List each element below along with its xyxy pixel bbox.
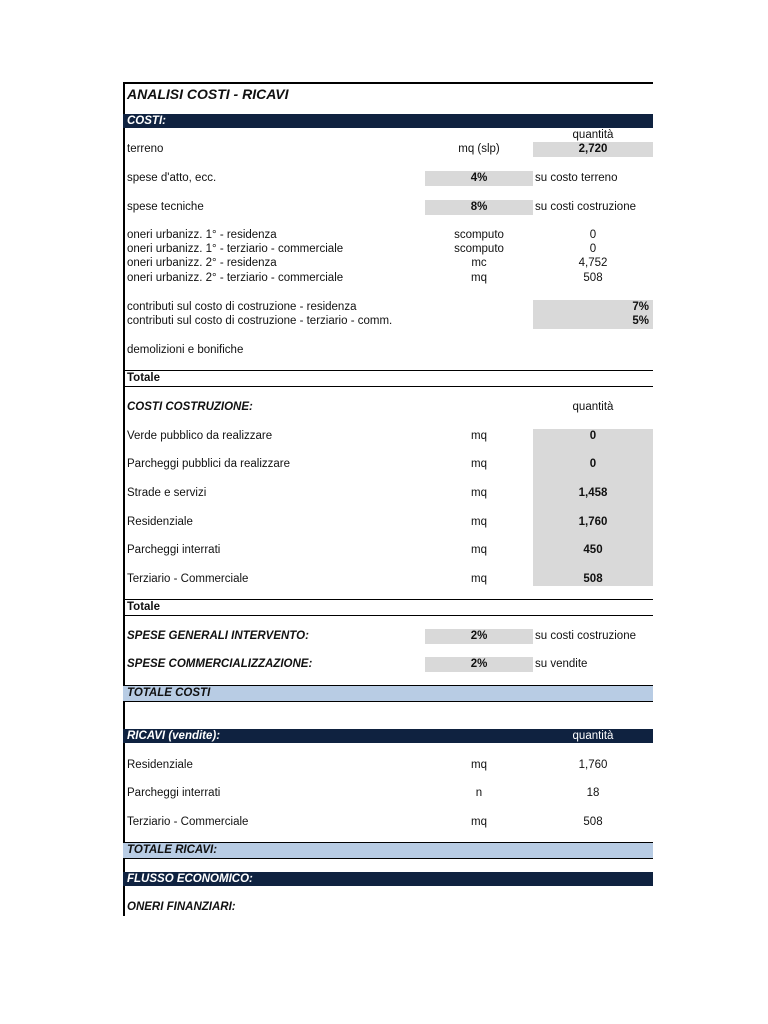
- spese-generali-rate: 2%: [470, 630, 488, 642]
- oneri-label: oneri urbanizz. 2° - residenza: [127, 257, 277, 269]
- oneri-qty: 0: [589, 243, 597, 255]
- spese-tecniche-label: spese tecniche: [127, 201, 204, 213]
- totale-costi-label: TOTALE COSTI: [127, 687, 211, 699]
- costruzione-label: Parcheggi pubblici da realizzare: [127, 458, 291, 470]
- terreno-qty: 2,720: [578, 143, 608, 155]
- oneri-unit: scomputo: [454, 243, 504, 255]
- top-border: [123, 82, 653, 84]
- costruzione-header: COSTI COSTRUZIONE:: [127, 401, 253, 413]
- terreno-unit: mq (slp): [458, 143, 500, 155]
- contributi-row: [123, 314, 653, 329]
- ricavi-qty: 1,760: [578, 759, 608, 771]
- contributi-rate: 7%: [632, 301, 649, 313]
- ricavi-unit: n: [475, 787, 483, 799]
- ricavi-label: Parcheggi interrati: [127, 787, 221, 799]
- divider: [123, 386, 653, 387]
- spese-comm-rate: 2%: [470, 658, 488, 670]
- costruzione-totale-label: Totale: [127, 601, 161, 613]
- spese-comm-label: SPESE COMMERCIALIZZAZIONE:: [127, 658, 313, 670]
- spese-tecniche-note: su costi costruzione: [535, 201, 636, 213]
- ricavi-row: [123, 815, 653, 830]
- costruzione-qty[interactable]: 508: [583, 573, 603, 585]
- oneri-label: oneri urbanizz. 2° - terziario - commerciale: [127, 272, 344, 284]
- ricavi-header: RICAVI (vendite):: [127, 730, 221, 742]
- costruzione-row: [123, 572, 653, 587]
- ricavi-qty: 18: [586, 787, 600, 799]
- costruzione-unit: mq: [471, 458, 487, 470]
- spese-generali-row: [123, 629, 653, 644]
- terreno-label: terreno: [127, 143, 164, 155]
- spese-atto-rate: 4%: [470, 172, 488, 184]
- contributi-rate: 5%: [632, 315, 649, 327]
- costruzione-row: [123, 429, 653, 444]
- spese-generali-note: su costi costruzione: [535, 630, 636, 642]
- totale-ricavi-bar: [123, 842, 653, 859]
- costi-header-bar: [123, 114, 653, 128]
- spese-tecniche-rate: 8%: [470, 201, 488, 213]
- spese-generali-label: SPESE GENERALI INTERVENTO:: [127, 630, 309, 642]
- costruzione-label: Residenziale: [127, 516, 193, 528]
- costruzione-header-row: [123, 400, 653, 415]
- ricavi-header-bar: [123, 729, 653, 743]
- oneri-qty: 508: [583, 272, 603, 284]
- costruzione-unit: mq: [471, 430, 487, 442]
- oneri-row: [123, 256, 653, 271]
- costruzione-qty[interactable]: 0: [589, 430, 597, 442]
- cost-revenue-sheet: [123, 82, 653, 916]
- spese-comm-note: su vendite: [535, 658, 588, 670]
- totale-costi-bar: [123, 685, 653, 702]
- costruzione-row: [123, 515, 653, 530]
- costruzione-row: [123, 543, 653, 558]
- costruzione-label: Verde pubblico da realizzare: [127, 430, 273, 442]
- costruzione-row: [123, 457, 653, 472]
- ricavi-qty-header: quantità: [572, 730, 614, 742]
- ricavi-row: [123, 786, 653, 801]
- oneri-unit: mc: [471, 257, 487, 269]
- sheet-title: ANALISI COSTI - RICAVI: [127, 86, 289, 102]
- spese-tecniche-row: [123, 200, 653, 215]
- oneri-qty: 4,752: [578, 257, 608, 269]
- contributi-label: contributi sul costo di costruzione - terziario - comm.: [127, 315, 393, 327]
- spese-comm-row: [123, 657, 653, 672]
- ricavi-row: [123, 758, 653, 773]
- costi-header: COSTI:: [127, 115, 166, 127]
- costruzione-unit: mq: [471, 573, 487, 585]
- ricavi-label: Residenziale: [127, 759, 193, 771]
- costruzione-unit: mq: [471, 487, 487, 499]
- costi-totale-row: [123, 371, 653, 386]
- costi-totale-label: Totale: [127, 372, 161, 384]
- spese-atto-label: spese d'atto, ecc.: [127, 172, 217, 184]
- ricavi-qty: 508: [583, 816, 603, 828]
- ricavi-label: Terziario - Commerciale: [127, 816, 249, 828]
- oneri-qty: 0: [589, 229, 597, 241]
- contributi-label: contributi sul costo di costruzione - residenza: [127, 301, 357, 313]
- oneri-finanziari-row: [123, 900, 653, 915]
- costruzione-qty[interactable]: 1,760: [578, 516, 608, 528]
- totale-ricavi-label: TOTALE RICAVI:: [127, 844, 218, 856]
- costruzione-input-column: [533, 429, 653, 586]
- costruzione-qty[interactable]: 0: [589, 458, 597, 470]
- oneri-unit: scomputo: [454, 229, 504, 241]
- flusso-label: FLUSSO ECONOMICO:: [127, 873, 253, 885]
- costruzione-unit: mq: [471, 544, 487, 556]
- costruzione-label: Terziario - Commerciale: [127, 573, 249, 585]
- spese-atto-row: [123, 171, 653, 186]
- demolizioni-row: [123, 343, 653, 358]
- ricavi-unit: mq: [471, 759, 487, 771]
- oneri-label: oneri urbanizz. 1° - residenza: [127, 229, 277, 241]
- terreno-row: [123, 142, 653, 157]
- costruzione-qty[interactable]: 1,458: [578, 487, 608, 499]
- demolizioni-label: demolizioni e bonifiche: [127, 344, 244, 356]
- oneri-row: [123, 228, 653, 243]
- sheet-title-row: [123, 85, 653, 103]
- qty-header: quantità: [572, 129, 614, 141]
- costruzione-row: [123, 486, 653, 501]
- oneri-finanziari-label: ONERI FINANZIARI:: [127, 901, 236, 913]
- contributi-row: [123, 300, 653, 315]
- oneri-label: oneri urbanizz. 1° - terziario - commerciale: [127, 243, 344, 255]
- costruzione-unit: mq: [471, 516, 487, 528]
- costruzione-totale-row: [123, 600, 653, 615]
- qty-header-row: [123, 128, 653, 143]
- divider: [123, 615, 653, 616]
- oneri-row: [123, 271, 653, 286]
- costruzione-qty-header: quantità: [572, 401, 614, 413]
- ricavi-unit: mq: [471, 816, 487, 828]
- costruzione-qty[interactable]: 450: [583, 544, 603, 556]
- spese-atto-note: su costo terreno: [535, 172, 618, 184]
- flusso-bar: [123, 872, 653, 886]
- costruzione-label: Parcheggi interrati: [127, 544, 221, 556]
- oneri-row: [123, 242, 653, 257]
- costruzione-label: Strade e servizi: [127, 487, 207, 499]
- oneri-unit: mq: [471, 272, 487, 284]
